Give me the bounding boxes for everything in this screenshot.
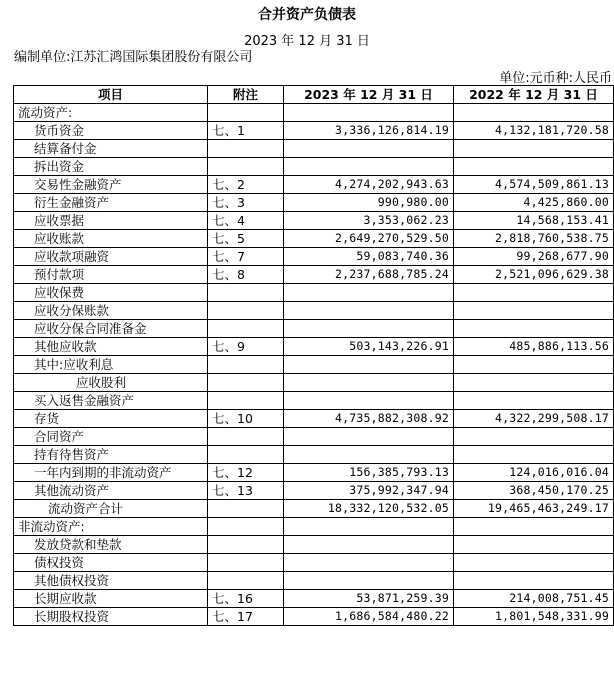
table-row — [14, 536, 614, 554]
row-item-name: 债权投资 — [14, 554, 208, 572]
row-item-name: 一年内到期的非流动资产 — [14, 464, 208, 482]
row-value-2022: 4,132,181,720.58 — [454, 122, 614, 140]
row-note — [208, 518, 284, 536]
row-note — [208, 140, 284, 158]
header-note: 附注 — [208, 86, 284, 104]
row-item-name: 流动资产合计 — [14, 500, 208, 518]
row-note — [208, 536, 284, 554]
table-row — [14, 410, 614, 428]
row-value-2022: 4,574,509,861.13 — [454, 176, 614, 194]
row-value-2023 — [284, 446, 454, 464]
row-value-2022 — [454, 158, 614, 176]
row-item-name: 非流动资产: — [14, 518, 208, 536]
table-row — [14, 212, 614, 230]
header-2022: 2022 年 12 月 31 日 — [454, 86, 614, 104]
table-row — [14, 176, 614, 194]
row-value-2022 — [454, 446, 614, 464]
row-item-name: 应收分保账款 — [14, 302, 208, 320]
table-row — [14, 248, 614, 266]
row-value-2023: 2,237,688,785.24 — [284, 266, 454, 284]
row-item-name: 合同资产 — [14, 428, 208, 446]
row-note — [208, 158, 284, 176]
row-value-2023: 4,274,202,943.63 — [284, 176, 454, 194]
table-row — [14, 374, 614, 392]
row-item-name: 应收账款 — [14, 230, 208, 248]
header-item: 项目 — [14, 86, 208, 104]
row-item-name: 长期股权投资 — [14, 608, 208, 626]
row-item-name: 应收款项融资 — [14, 248, 208, 266]
table-row — [14, 284, 614, 302]
row-note — [208, 104, 284, 122]
row-item-name: 其他债权投资 — [14, 572, 208, 590]
table-header-row — [14, 86, 614, 104]
table-row — [14, 194, 614, 212]
table-row — [14, 266, 614, 284]
company-name: 编制单位:江苏汇鸿国际集团股份有限公司 — [14, 50, 253, 65]
row-value-2023: 53,871,259.39 — [284, 590, 454, 608]
row-note: 七、3 — [208, 194, 284, 212]
row-note — [208, 302, 284, 320]
row-value-2022 — [454, 392, 614, 410]
row-note: 七、10 — [208, 410, 284, 428]
row-value-2023 — [284, 392, 454, 410]
row-value-2022: 4,425,860.00 — [454, 194, 614, 212]
row-value-2023 — [284, 374, 454, 392]
row-value-2023 — [284, 140, 454, 158]
table-row — [14, 500, 614, 518]
row-value-2022: 214,008,751.45 — [454, 590, 614, 608]
row-item-name: 应收分保合同准备金 — [14, 320, 208, 338]
table-row — [14, 140, 614, 158]
row-value-2022 — [454, 320, 614, 338]
row-value-2022: 99,268,677.90 — [454, 248, 614, 266]
table-row — [14, 338, 614, 356]
row-value-2023 — [284, 572, 454, 590]
row-note: 七、17 — [208, 608, 284, 626]
row-value-2022: 485,886,113.56 — [454, 338, 614, 356]
row-item-name: 其他应收款 — [14, 338, 208, 356]
table-row — [14, 230, 614, 248]
row-note — [208, 320, 284, 338]
row-item-name: 买入返售金融资产 — [14, 392, 208, 410]
table-row — [14, 446, 614, 464]
row-value-2023: 59,083,740.36 — [284, 248, 454, 266]
row-item-name: 发放贷款和垫款 — [14, 536, 208, 554]
row-value-2023: 3,353,062.23 — [284, 212, 454, 230]
row-value-2023: 4,735,882,308.92 — [284, 410, 454, 428]
row-value-2023: 990,980.00 — [284, 194, 454, 212]
table-row — [14, 572, 614, 590]
row-value-2022: 124,016,016.04 — [454, 464, 614, 482]
row-note: 七、7 — [208, 248, 284, 266]
currency-unit: 单位:元币种:人民币 — [499, 71, 612, 86]
row-item-name: 衍生金融资产 — [14, 194, 208, 212]
row-value-2022 — [454, 536, 614, 554]
row-value-2022 — [454, 572, 614, 590]
row-value-2022: 368,450,170.25 — [454, 482, 614, 500]
row-item-name: 应收保费 — [14, 284, 208, 302]
row-value-2023 — [284, 554, 454, 572]
header-2023: 2023 年 12 月 31 日 — [284, 86, 454, 104]
balance-sheet-table — [13, 85, 614, 626]
table-row — [14, 356, 614, 374]
row-item-name: 长期应收款 — [14, 590, 208, 608]
table-row — [14, 428, 614, 446]
row-value-2023: 375,992,347.94 — [284, 482, 454, 500]
row-note — [208, 428, 284, 446]
row-value-2022 — [454, 140, 614, 158]
row-value-2022: 2,818,760,538.75 — [454, 230, 614, 248]
section-header-row — [14, 104, 614, 122]
row-value-2023 — [284, 428, 454, 446]
table-row — [14, 608, 614, 626]
table-row — [14, 464, 614, 482]
row-value-2022 — [454, 518, 614, 536]
row-item-name: 交易性金融资产 — [14, 176, 208, 194]
row-value-2022 — [454, 428, 614, 446]
row-value-2023: 2,649,270,529.50 — [284, 230, 454, 248]
row-note: 七、12 — [208, 464, 284, 482]
row-item-name: 存货 — [14, 410, 208, 428]
row-value-2023: 1,686,584,480.22 — [284, 608, 454, 626]
row-note — [208, 284, 284, 302]
row-value-2022 — [454, 104, 614, 122]
table-body — [14, 104, 614, 626]
row-note — [208, 554, 284, 572]
row-value-2022: 1,801,548,331.99 — [454, 608, 614, 626]
report-date: 2023 年 12 月 31 日 — [244, 34, 370, 49]
row-item-name: 持有待售资产 — [14, 446, 208, 464]
row-item-name: 其中:应收利息 — [14, 356, 208, 374]
row-note — [208, 572, 284, 590]
row-value-2022: 2,521,096,629.38 — [454, 266, 614, 284]
row-value-2023: 156,385,793.13 — [284, 464, 454, 482]
row-value-2023: 3,336,126,814.19 — [284, 122, 454, 140]
row-note — [208, 356, 284, 374]
row-value-2023 — [284, 518, 454, 536]
table-row — [14, 122, 614, 140]
row-item-name: 应收票据 — [14, 212, 208, 230]
row-note — [208, 374, 284, 392]
table-row — [14, 482, 614, 500]
row-value-2022 — [454, 374, 614, 392]
table-row — [14, 590, 614, 608]
table-row — [14, 320, 614, 338]
row-note: 七、5 — [208, 230, 284, 248]
row-value-2022: 19,465,463,249.17 — [454, 500, 614, 518]
row-item-name: 货币资金 — [14, 122, 208, 140]
table-row — [14, 302, 614, 320]
row-value-2023 — [284, 284, 454, 302]
row-item-name: 应收股利 — [14, 374, 208, 392]
row-item-name: 其他流动资产 — [14, 482, 208, 500]
row-note: 七、4 — [208, 212, 284, 230]
row-item-name: 拆出资金 — [14, 158, 208, 176]
row-item-name: 预付款项 — [14, 266, 208, 284]
row-value-2023 — [284, 302, 454, 320]
row-note: 七、1 — [208, 122, 284, 140]
row-value-2023: 503,143,226.91 — [284, 338, 454, 356]
row-value-2023 — [284, 158, 454, 176]
row-note: 七、2 — [208, 176, 284, 194]
row-value-2022: 4,322,299,508.17 — [454, 410, 614, 428]
row-note — [208, 392, 284, 410]
row-item-name: 流动资产: — [14, 104, 208, 122]
row-note — [208, 446, 284, 464]
row-value-2022 — [454, 356, 614, 374]
row-value-2023 — [284, 356, 454, 374]
row-value-2023 — [284, 104, 454, 122]
row-note: 七、16 — [208, 590, 284, 608]
row-value-2022: 14,568,153.41 — [454, 212, 614, 230]
row-value-2023 — [284, 320, 454, 338]
row-value-2023 — [284, 536, 454, 554]
row-value-2023: 18,332,120,532.05 — [284, 500, 454, 518]
row-value-2022 — [454, 284, 614, 302]
row-note — [208, 500, 284, 518]
section-header-row — [14, 518, 614, 536]
row-item-name: 结算备付金 — [14, 140, 208, 158]
table-row — [14, 158, 614, 176]
row-value-2022 — [454, 554, 614, 572]
row-note: 七、8 — [208, 266, 284, 284]
row-note: 七、13 — [208, 482, 284, 500]
table-row — [14, 392, 614, 410]
page-title: 合并资产负债表 — [258, 7, 356, 23]
row-note: 七、9 — [208, 338, 284, 356]
table-row — [14, 554, 614, 572]
row-value-2022 — [454, 302, 614, 320]
